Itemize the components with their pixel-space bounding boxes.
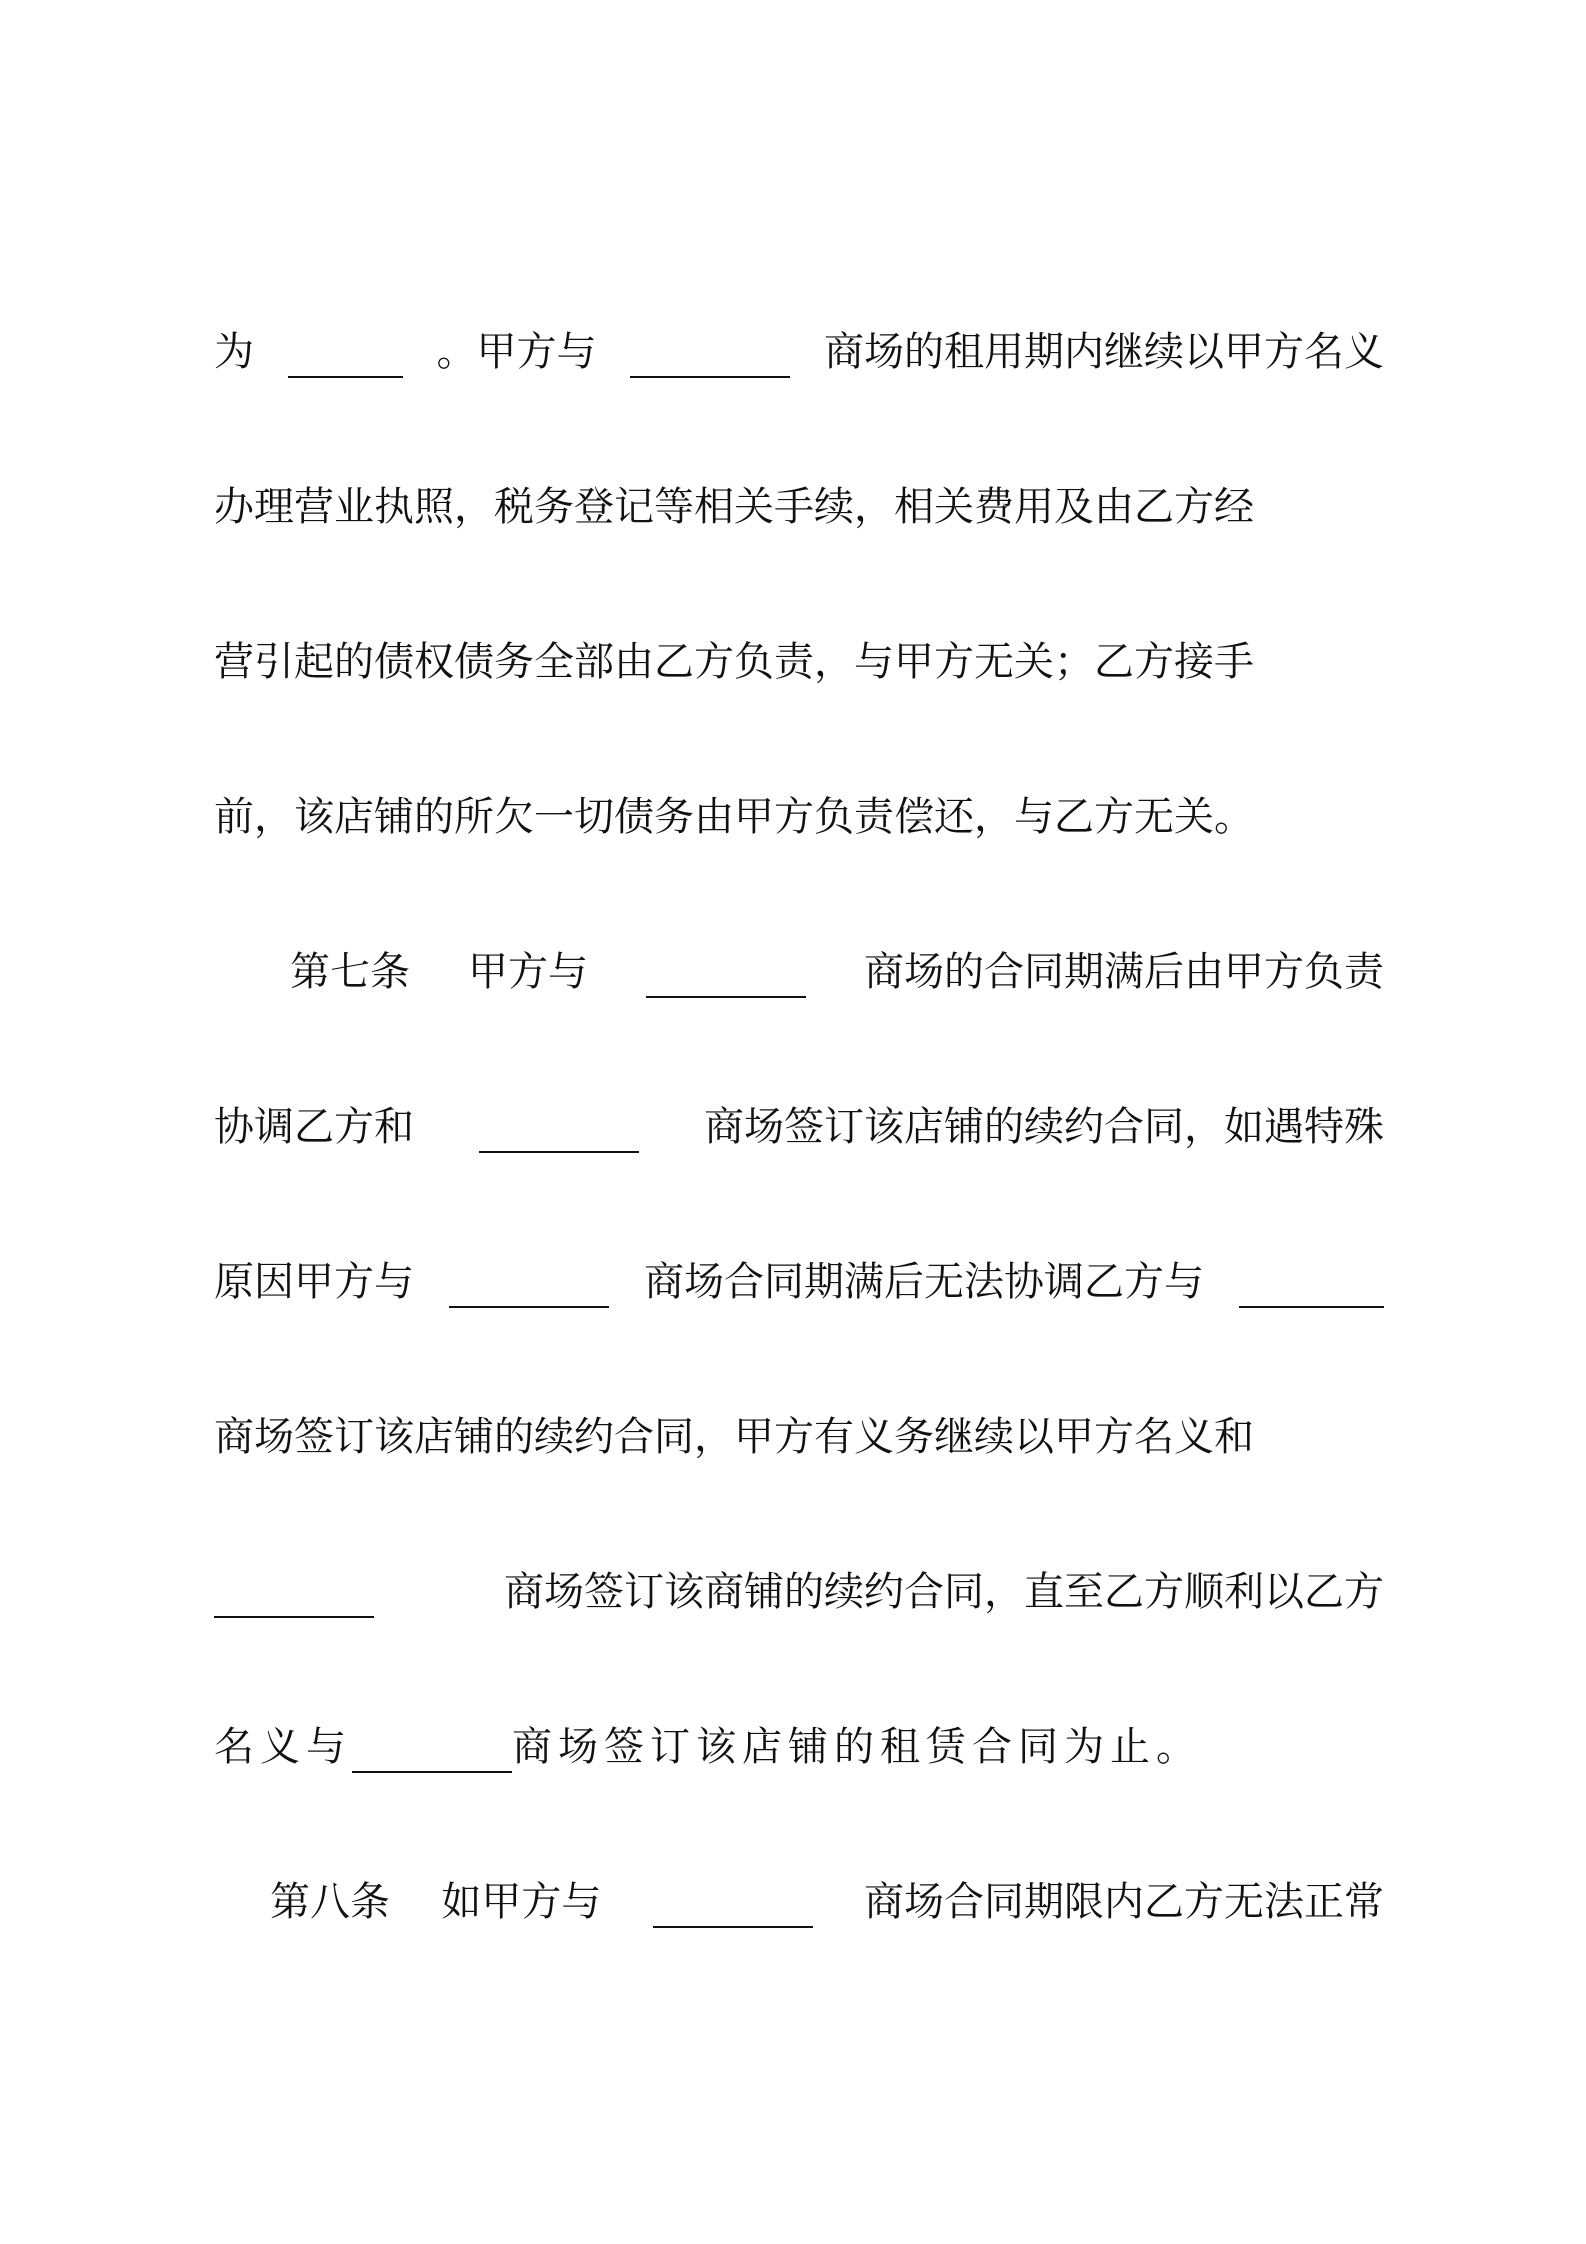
text-segment: 甲方与 — [468, 949, 588, 995]
text-line-1 — [214, 318, 1384, 378]
fill-in-blank[interactable] — [630, 328, 790, 378]
text-line-6 — [214, 1093, 1384, 1153]
text-segment: 名义与 — [214, 1724, 352, 1770]
text-line-10 — [214, 1713, 1384, 1773]
text-segment: 前，该店铺的所欠一切债务由甲方负责偿还，与乙方无关。 — [214, 794, 1254, 840]
text-segment: 商场签订该店铺的续约合同，甲方有义务继续以甲方名义和 — [214, 1414, 1254, 1460]
text-line-9 — [214, 1558, 1384, 1618]
text-line-4 — [214, 783, 1384, 843]
text-segment: 营引起的债权债务全部由乙方负责，与甲方无关；乙方接手 — [214, 639, 1254, 685]
fill-in-blank[interactable] — [288, 328, 403, 378]
text-line-8 — [214, 1403, 1384, 1463]
article-label: 第七条 — [290, 949, 410, 995]
text-segment: 商场合同期限内乙方无法正常 — [863, 1879, 1384, 1925]
fill-in-blank[interactable] — [653, 1878, 813, 1928]
text-line-2 — [214, 473, 1384, 533]
text-segment: 为 — [214, 329, 254, 375]
text-segment: 商场的租用期内继续以甲方名义 — [824, 329, 1384, 375]
text-segment: 商场签订该商铺的续约合同，直至乙方顺利以乙方 — [504, 1569, 1384, 1615]
fill-in-blank[interactable] — [352, 1723, 512, 1773]
fill-in-blank[interactable] — [646, 948, 806, 998]
article-8-heading-line — [270, 1868, 1384, 1928]
text-segment: 商场签订该店铺的租赁合同为止。 — [512, 1724, 1202, 1770]
fill-in-blank[interactable] — [449, 1258, 609, 1308]
text-segment: 原因甲方与 — [214, 1259, 414, 1305]
text-segment: 协调乙方和 — [214, 1104, 414, 1150]
text-line-3 — [214, 628, 1384, 688]
fill-in-blank[interactable] — [479, 1103, 639, 1153]
article-label: 第八条 — [270, 1879, 390, 1925]
text-segment: 办理营业执照，税务登记等相关手续，相关费用及由乙方经 — [214, 484, 1254, 530]
fill-in-blank[interactable] — [1239, 1258, 1384, 1308]
text-segment: 商场签订该店铺的续约合同，如遇特殊 — [704, 1104, 1384, 1150]
text-line-7 — [214, 1248, 1384, 1308]
text-segment: 商场的合同期满后由甲方负责 — [864, 949, 1384, 995]
fill-in-blank[interactable] — [214, 1568, 374, 1618]
text-segment: 。甲方与 — [436, 329, 597, 375]
text-segment: 商场合同期满后无法协调乙方与 — [644, 1259, 1204, 1305]
article-7-heading-line — [290, 938, 1384, 998]
text-segment: 如甲方与 — [441, 1879, 602, 1925]
